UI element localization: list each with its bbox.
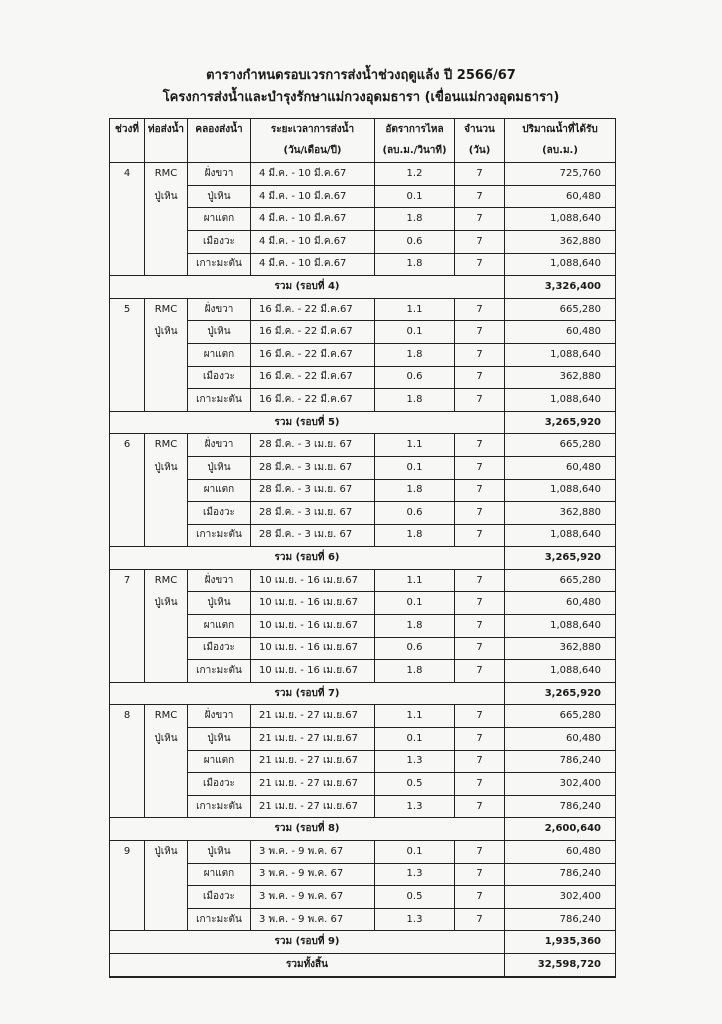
volume-cell: 665,280 — [505, 569, 616, 592]
round-total-label: รวม (รอบที่ 8) — [110, 818, 505, 841]
dates-cell: 3 พ.ค. - 9 พ.ค. 67 — [251, 841, 375, 864]
period-cell — [110, 321, 145, 344]
table-row — [110, 886, 616, 909]
volume-cell: 786,240 — [505, 908, 616, 931]
table-row — [110, 230, 616, 253]
dates-cell: 4 มี.ค. - 10 มี.ค.67 — [251, 163, 375, 186]
grand-total-label: รวมทั้งสิ้น — [110, 953, 505, 976]
dates-cell: 4 มี.ค. - 10 มี.ค.67 — [251, 208, 375, 231]
flow-rate-cell: 0.5 — [375, 886, 455, 909]
table-row — [110, 456, 616, 479]
days-cell: 7 — [455, 615, 505, 638]
dates-cell: 10 เม.ย. - 16 เม.ย.67 — [251, 637, 375, 660]
flow-rate-cell: 1.8 — [375, 524, 455, 547]
round-total-label: รวม (รอบที่ 7) — [110, 682, 505, 705]
dates-cell: 28 มี.ค. - 3 เม.ย. 67 — [251, 434, 375, 457]
volume-cell: 60,480 — [505, 456, 616, 479]
period-cell — [110, 637, 145, 660]
volume-cell: 302,400 — [505, 886, 616, 909]
pipe-cell — [145, 773, 188, 796]
header-canal: คลองส่งน้ำ — [188, 119, 251, 141]
period-cell: 6 — [110, 434, 145, 457]
period-cell — [110, 908, 145, 931]
table-row — [110, 163, 616, 186]
period-cell — [110, 456, 145, 479]
table-row — [110, 615, 616, 638]
volume-cell: 60,480 — [505, 592, 616, 615]
period-cell: 8 — [110, 705, 145, 728]
days-cell: 7 — [455, 795, 505, 818]
pipe-cell: ปู่เหิน — [145, 592, 188, 615]
volume-cell: 1,088,640 — [505, 389, 616, 412]
pipe-cell: RMC — [145, 298, 188, 321]
round-total-label: รวม (รอบที่ 9) — [110, 931, 505, 954]
canal-cell: ฝั่งขวา — [188, 163, 251, 186]
pipe-cell — [145, 660, 188, 683]
volume-cell: 786,240 — [505, 795, 616, 818]
canal-cell: เกาะมะตัน — [188, 660, 251, 683]
days-cell: 7 — [455, 728, 505, 751]
dates-cell: 21 เม.ย. - 27 เม.ย.67 — [251, 705, 375, 728]
flow-rate-cell: 0.1 — [375, 321, 455, 344]
period-cell: 7 — [110, 569, 145, 592]
flow-rate-cell: 0.6 — [375, 502, 455, 525]
table-row — [110, 750, 616, 773]
canal-cell: ผาแตก — [188, 863, 251, 886]
table-row — [110, 728, 616, 751]
canal-cell: ปู่เหิน — [188, 321, 251, 344]
volume-cell: 60,480 — [505, 728, 616, 751]
pipe-cell — [145, 479, 188, 502]
days-cell: 7 — [455, 298, 505, 321]
dates-cell: 16 มี.ค. - 22 มี.ค.67 — [251, 366, 375, 389]
canal-cell: ปู่เหิน — [188, 841, 251, 864]
canal-cell: เกาะมะตัน — [188, 524, 251, 547]
dates-cell: 4 มี.ค. - 10 มี.ค.67 — [251, 185, 375, 208]
round-total-value: 3,265,920 — [505, 547, 616, 570]
period-cell — [110, 660, 145, 683]
dates-cell: 16 มี.ค. - 22 มี.ค.67 — [251, 343, 375, 366]
table-row — [110, 479, 616, 502]
pipe-cell: RMC — [145, 163, 188, 186]
header-volume-unit: (ลบ.ม.) — [505, 141, 616, 163]
dates-cell: 16 มี.ค. - 22 มี.ค.67 — [251, 321, 375, 344]
days-cell: 7 — [455, 185, 505, 208]
volume-cell: 362,880 — [505, 230, 616, 253]
canal-cell: ปู่เหิน — [188, 456, 251, 479]
pipe-cell — [145, 208, 188, 231]
canal-cell: ปู่เหิน — [188, 728, 251, 751]
volume-cell: 725,760 — [505, 163, 616, 186]
period-cell — [110, 886, 145, 909]
header-period-unit — [110, 141, 145, 163]
days-cell: 7 — [455, 366, 505, 389]
days-cell: 7 — [455, 660, 505, 683]
dates-cell: 10 เม.ย. - 16 เม.ย.67 — [251, 615, 375, 638]
round-total-value: 3,265,920 — [505, 682, 616, 705]
pipe-cell — [145, 750, 188, 773]
pipe-cell — [145, 366, 188, 389]
dates-cell: 28 มี.ค. - 3 เม.ย. 67 — [251, 524, 375, 547]
volume-cell: 1,088,640 — [505, 343, 616, 366]
dates-cell: 10 เม.ย. - 16 เม.ย.67 — [251, 569, 375, 592]
pipe-cell — [145, 795, 188, 818]
volume-cell: 1,088,640 — [505, 208, 616, 231]
flow-rate-cell: 0.6 — [375, 637, 455, 660]
table-row — [110, 502, 616, 525]
days-cell: 7 — [455, 343, 505, 366]
flow-rate-cell: 1.1 — [375, 705, 455, 728]
dates-cell: 3 พ.ค. - 9 พ.ค. 67 — [251, 886, 375, 909]
flow-rate-cell: 1.8 — [375, 615, 455, 638]
header-volume: ปริมาณน้ำที่ได้รับ — [505, 119, 616, 141]
round-total-value: 2,600,640 — [505, 818, 616, 841]
dates-cell: 21 เม.ย. - 27 เม.ย.67 — [251, 773, 375, 796]
canal-cell: ผาแตก — [188, 750, 251, 773]
days-cell: 7 — [455, 253, 505, 276]
canal-cell: ฝั่งขวา — [188, 298, 251, 321]
volume-cell: 362,880 — [505, 502, 616, 525]
pipe-cell — [145, 863, 188, 886]
header-pipe: ท่อส่งน้ำ — [145, 119, 188, 141]
round-total-label: รวม (รอบที่ 4) — [110, 276, 505, 299]
period-cell — [110, 524, 145, 547]
period-cell — [110, 253, 145, 276]
days-cell: 7 — [455, 389, 505, 412]
flow-rate-cell: 1.3 — [375, 863, 455, 886]
period-cell — [110, 750, 145, 773]
days-cell: 7 — [455, 886, 505, 909]
period-cell — [110, 863, 145, 886]
flow-rate-cell: 0.1 — [375, 456, 455, 479]
pipe-cell: RMC — [145, 705, 188, 728]
dates-cell: 16 มี.ค. - 22 มี.ค.67 — [251, 298, 375, 321]
table-row — [110, 795, 616, 818]
dates-cell: 3 พ.ค. - 9 พ.ค. 67 — [251, 908, 375, 931]
volume-cell: 362,880 — [505, 637, 616, 660]
round-total-value: 3,265,920 — [505, 411, 616, 434]
canal-cell: เมืองวะ — [188, 773, 251, 796]
dates-cell: 21 เม.ย. - 27 เม.ย.67 — [251, 750, 375, 773]
canal-cell: เมืองวะ — [188, 502, 251, 525]
pipe-cell: ปู่เหิน — [145, 841, 188, 864]
round-total-row — [110, 818, 616, 841]
period-cell — [110, 728, 145, 751]
volume-cell: 665,280 — [505, 434, 616, 457]
days-cell: 7 — [455, 456, 505, 479]
pipe-cell — [145, 524, 188, 547]
dates-cell: 4 มี.ค. - 10 มี.ค.67 — [251, 230, 375, 253]
pipe-cell — [145, 502, 188, 525]
days-cell: 7 — [455, 592, 505, 615]
pipe-cell: ปู่เหิน — [145, 321, 188, 344]
water-schedule-table — [109, 118, 616, 978]
dates-cell: 4 มี.ค. - 10 มี.ค.67 — [251, 253, 375, 276]
table-row — [110, 908, 616, 931]
dates-cell: 28 มี.ค. - 3 เม.ย. 67 — [251, 479, 375, 502]
table-row — [110, 841, 616, 864]
grand-total-row — [110, 953, 616, 976]
canal-cell: ปู่เหิน — [188, 185, 251, 208]
period-cell — [110, 185, 145, 208]
days-cell: 7 — [455, 569, 505, 592]
header-dates: ระยะเวลาการส่งน้ำ — [251, 119, 375, 141]
pipe-cell — [145, 886, 188, 909]
volume-cell: 786,240 — [505, 750, 616, 773]
flow-rate-cell: 0.6 — [375, 230, 455, 253]
period-cell — [110, 208, 145, 231]
canal-cell: เกาะมะตัน — [188, 795, 251, 818]
days-cell: 7 — [455, 230, 505, 253]
canal-cell: เกาะมะตัน — [188, 389, 251, 412]
volume-cell: 1,088,640 — [505, 524, 616, 547]
flow-rate-cell: 1.8 — [375, 389, 455, 412]
days-cell: 7 — [455, 434, 505, 457]
header-dates-unit: (วัน/เดือน/ปี) — [251, 141, 375, 163]
table-row — [110, 366, 616, 389]
round-total-value: 3,326,400 — [505, 276, 616, 299]
days-cell: 7 — [455, 908, 505, 931]
table-row — [110, 389, 616, 412]
table-row — [110, 592, 616, 615]
dates-cell: 28 มี.ค. - 3 เม.ย. 67 — [251, 502, 375, 525]
days-cell: 7 — [455, 163, 505, 186]
period-cell — [110, 230, 145, 253]
flow-rate-cell: 0.1 — [375, 728, 455, 751]
pipe-cell: ปู่เหิน — [145, 456, 188, 479]
table-row — [110, 298, 616, 321]
grand-total-value: 32,598,720 — [505, 953, 616, 976]
flow-rate-cell: 1.3 — [375, 908, 455, 931]
header-canal-unit — [188, 141, 251, 163]
round-total-label: รวม (รอบที่ 5) — [110, 411, 505, 434]
days-cell: 7 — [455, 479, 505, 502]
dates-cell: 10 เม.ย. - 16 เม.ย.67 — [251, 592, 375, 615]
days-cell: 7 — [455, 773, 505, 796]
header-period: ช่วงที่ — [110, 119, 145, 141]
period-cell — [110, 366, 145, 389]
canal-cell: ฝั่งขวา — [188, 434, 251, 457]
document-title: ตารางกำหนดรอบเวรการส่งน้ำช่วงฤดูแล้ง ปี 2566/67 — [206, 68, 516, 83]
days-cell: 7 — [455, 705, 505, 728]
pipe-cell — [145, 343, 188, 366]
flow-rate-cell: 1.8 — [375, 479, 455, 502]
dates-cell: 28 มี.ค. - 3 เม.ย. 67 — [251, 456, 375, 479]
canal-cell: ฝั่งขวา — [188, 705, 251, 728]
table-row — [110, 637, 616, 660]
days-cell: 7 — [455, 502, 505, 525]
volume-cell: 665,280 — [505, 298, 616, 321]
canal-cell: ปู่เหิน — [188, 592, 251, 615]
table-row — [110, 208, 616, 231]
flow-rate-cell: 1.8 — [375, 253, 455, 276]
volume-cell: 1,088,640 — [505, 479, 616, 502]
volume-cell: 1,088,640 — [505, 253, 616, 276]
flow-rate-cell: 1.8 — [375, 343, 455, 366]
flow-rate-cell: 1.1 — [375, 298, 455, 321]
flow-rate-cell: 1.3 — [375, 750, 455, 773]
dates-cell: 21 เม.ย. - 27 เม.ย.67 — [251, 728, 375, 751]
volume-cell: 302,400 — [505, 773, 616, 796]
volume-cell: 1,088,640 — [505, 615, 616, 638]
days-cell: 7 — [455, 321, 505, 344]
table-body — [110, 163, 616, 977]
flow-rate-cell: 0.1 — [375, 841, 455, 864]
period-cell — [110, 479, 145, 502]
volume-cell: 665,280 — [505, 705, 616, 728]
table-row — [110, 343, 616, 366]
days-cell: 7 — [455, 524, 505, 547]
dates-cell: 16 มี.ค. - 22 มี.ค.67 — [251, 389, 375, 412]
round-total-value: 1,935,360 — [505, 931, 616, 954]
dates-cell: 10 เม.ย. - 16 เม.ย.67 — [251, 660, 375, 683]
table-row — [110, 253, 616, 276]
period-cell: 5 — [110, 298, 145, 321]
period-cell: 9 — [110, 841, 145, 864]
pipe-cell — [145, 253, 188, 276]
round-total-row — [110, 682, 616, 705]
table-row — [110, 185, 616, 208]
table-row — [110, 773, 616, 796]
pipe-cell: ปู่เหิน — [145, 185, 188, 208]
period-cell: 4 — [110, 163, 145, 186]
table-row — [110, 321, 616, 344]
table-header — [110, 119, 616, 163]
flow-rate-cell: 1.8 — [375, 208, 455, 231]
pipe-cell: ปู่เหิน — [145, 728, 188, 751]
days-cell: 7 — [455, 750, 505, 773]
document-subtitle: โครงการส่งน้ำและบำรุงรักษาแม่กวงอุดมธารา (เขื่อนแม่กวงอุดมธารา) — [162, 90, 560, 105]
canal-cell: ผาแตก — [188, 615, 251, 638]
period-cell — [110, 343, 145, 366]
dates-cell: 3 พ.ค. - 9 พ.ค. 67 — [251, 863, 375, 886]
flow-rate-cell: 1.2 — [375, 163, 455, 186]
table-row — [110, 863, 616, 886]
pipe-cell: RMC — [145, 569, 188, 592]
header-days-unit: (วัน) — [455, 141, 505, 163]
canal-cell: เมืองวะ — [188, 637, 251, 660]
days-cell: 7 — [455, 637, 505, 660]
period-cell — [110, 502, 145, 525]
pipe-cell — [145, 615, 188, 638]
dates-cell: 21 เม.ย. - 27 เม.ย.67 — [251, 795, 375, 818]
header-pipe-unit — [145, 141, 188, 163]
pipe-cell — [145, 637, 188, 660]
flow-rate-cell: 1.8 — [375, 660, 455, 683]
flow-rate-cell: 0.1 — [375, 592, 455, 615]
volume-cell: 1,088,640 — [505, 660, 616, 683]
flow-rate-cell: 1.1 — [375, 434, 455, 457]
flow-rate-cell: 0.1 — [375, 185, 455, 208]
volume-cell: 362,880 — [505, 366, 616, 389]
round-total-row — [110, 931, 616, 954]
pipe-cell — [145, 230, 188, 253]
canal-cell: เกาะมะตัน — [188, 253, 251, 276]
canal-cell: เมืองวะ — [188, 886, 251, 909]
canal-cell: เมืองวะ — [188, 230, 251, 253]
canal-cell: ผาแตก — [188, 479, 251, 502]
pipe-cell: RMC — [145, 434, 188, 457]
canal-cell: เมืองวะ — [188, 366, 251, 389]
period-cell — [110, 773, 145, 796]
header-rate: อัตราการไหล — [375, 119, 455, 141]
period-cell — [110, 592, 145, 615]
canal-cell: ฝั่งขวา — [188, 569, 251, 592]
round-total-label: รวม (รอบที่ 6) — [110, 547, 505, 570]
canal-cell: เกาะมะตัน — [188, 908, 251, 931]
flow-rate-cell: 1.1 — [375, 569, 455, 592]
period-cell — [110, 795, 145, 818]
pipe-cell — [145, 389, 188, 412]
flow-rate-cell: 0.6 — [375, 366, 455, 389]
header-days: จำนวน — [455, 119, 505, 141]
table-row — [110, 434, 616, 457]
volume-cell: 60,480 — [505, 185, 616, 208]
round-total-row — [110, 547, 616, 570]
volume-cell: 60,480 — [505, 841, 616, 864]
round-total-row — [110, 276, 616, 299]
round-total-row — [110, 411, 616, 434]
table-row — [110, 705, 616, 728]
volume-cell: 60,480 — [505, 321, 616, 344]
pipe-cell — [145, 908, 188, 931]
header-rate-unit: (ลบ.ม./วินาที) — [375, 141, 455, 163]
canal-cell: ผาแตก — [188, 343, 251, 366]
table-row — [110, 524, 616, 547]
table-row — [110, 660, 616, 683]
days-cell: 7 — [455, 863, 505, 886]
days-cell: 7 — [455, 208, 505, 231]
volume-cell: 786,240 — [505, 863, 616, 886]
table-row — [110, 569, 616, 592]
period-cell — [110, 389, 145, 412]
flow-rate-cell: 0.5 — [375, 773, 455, 796]
days-cell: 7 — [455, 841, 505, 864]
flow-rate-cell: 1.3 — [375, 795, 455, 818]
period-cell — [110, 615, 145, 638]
canal-cell: ผาแตก — [188, 208, 251, 231]
